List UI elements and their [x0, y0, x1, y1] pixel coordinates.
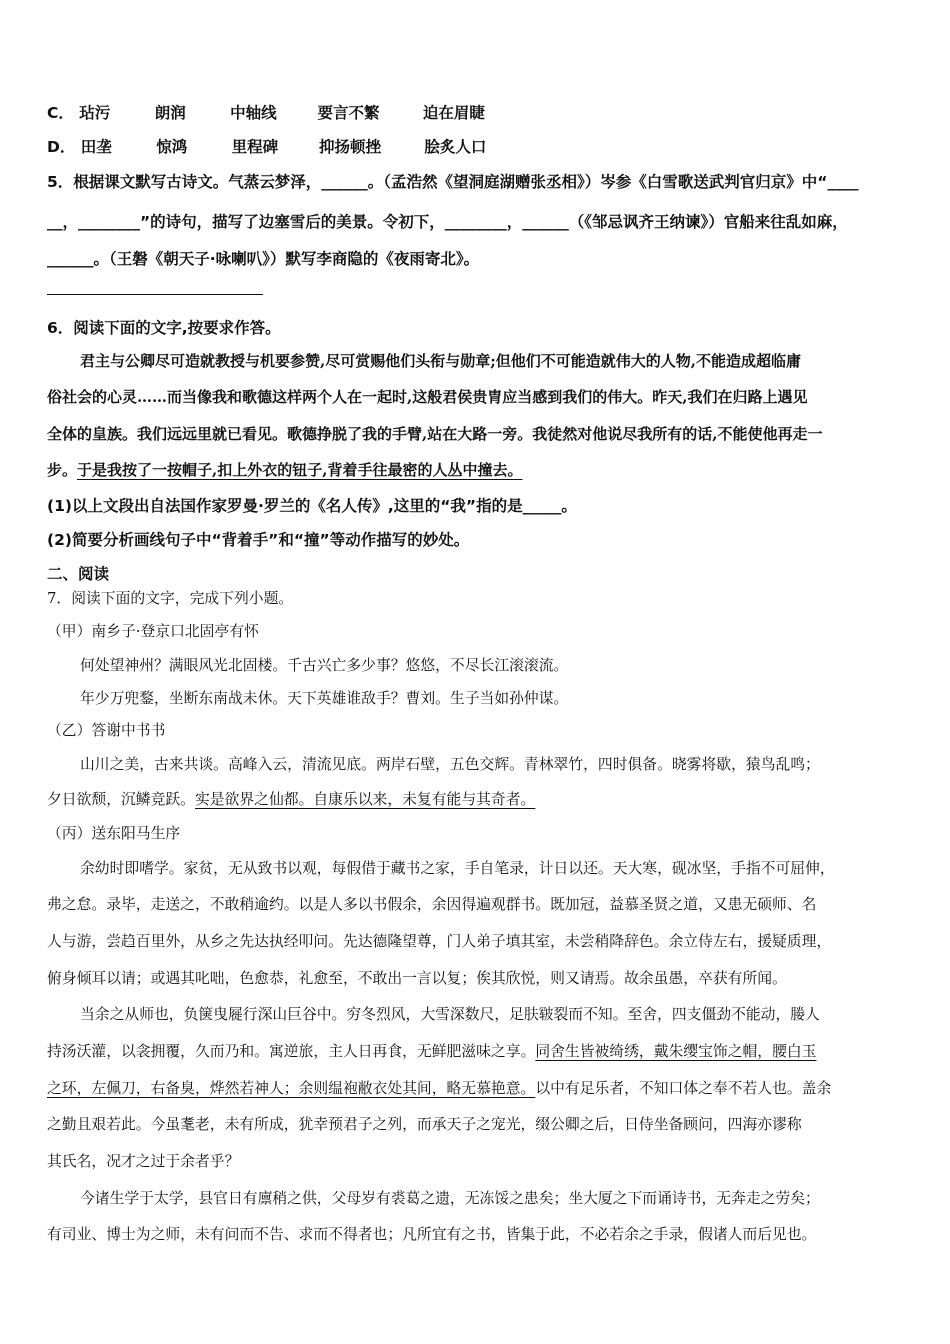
- option-c: [47, 101, 485, 123]
- prose-line: 俯身倾耳以请；或遇其叱咄，色愈恭，礼愈至，不敢出一言以复；俟其欣悦，则又请焉。故余虽愚，卒获有所闻。: [47, 970, 787, 987]
- option-word: 田垄: [80, 138, 112, 156]
- prose-line: 山川之美，古来共谈。高峰入云，清流见底。两岸石壁，五色交辉。青林翠竹，四时俱备。晓雾将歇，猿鸟乱鸣；: [80, 756, 820, 773]
- option-label: C．: [47, 104, 74, 122]
- option-word: 里程碑: [231, 138, 279, 156]
- text-plain: 夕日欲颓，沉鳞竞跃。: [47, 791, 195, 808]
- prose-line: 之勤且艰若此。今虽耄老，未有所成，犹幸预君子之列，而承天子之宠光，缀公卿之后，日侍坐备顾问，四海亦谬称: [47, 1116, 802, 1133]
- q5-line2: __，________”的诗句，描写了边塞雪后的美景。令初下，________，______（《邹忌讽齐王纳谏》）官船来往乱如麻，: [47, 213, 848, 231]
- prose-line: 当余之从师也，负箧曳屣行深山巨谷中。穷冬烈风，大雪深数尺，足肤皲裂而不知。至舍，四支僵劲不能动，媵人: [80, 1006, 820, 1023]
- option-word: 中轴线: [230, 104, 277, 122]
- underlined-sentence: 于是我按了一按帽子,扣上外衣的钮子,背着手往最密的人丛中撞去。: [77, 461, 523, 479]
- q6-paragraph-line: 君主与公卿尽可造就教授与机要参赞,尽可赏赐他们头衔与勋章;但他们不可能造就伟大的人物,不能造成超临庸: [80, 352, 801, 370]
- text-yi-title: （乙）答谢中书书: [47, 722, 166, 739]
- text-bing-title: （丙）送东阳马生序: [47, 825, 181, 842]
- q5-line3: ______。（王磐《朝天子·咏喇叭》）默写李商隐的《夜雨寄北》。: [47, 250, 480, 268]
- q6-paragraph-line: 俗社会的心灵……而当像我和歌德这样两个人在一起时,这般君侯贵胄应当感到我们的伟大。昨天,我们在归路上遇见: [47, 388, 808, 406]
- divider-line: [47, 294, 263, 295]
- poem-line: 年少万兜鍪，坐断东南战未休。天下英雄谁敌手？曹刘。生子当如孙仲谋。: [80, 690, 569, 707]
- option-word: 脍炙人口: [424, 138, 487, 156]
- option-word: 要言不繁: [317, 104, 380, 122]
- prose-line: 有司业、博士为之师，未有问而不告、求而不得者也；凡所宜有之书，皆集于此，不必若余之手录，假诸人而后见也。: [47, 1226, 817, 1243]
- option-label: D．: [47, 138, 76, 156]
- q6-paragraph-line: 全体的皇族。我们远远里就已看见。歌德挣脱了我的手臂,站在大路一旁。我徒然对他说尽我所有的话,不能使他再走一: [47, 425, 823, 443]
- underlined-sentence: 之环，左佩刀，右备臭，烨然若神人；余则缊袍敝衣处其间，略无慕艳意。: [47, 1080, 536, 1097]
- option-word: 朗润: [154, 104, 186, 122]
- underlined-sentence: 同舍生皆被绮绣，戴朱缨宝饰之帽，腰白玉: [535, 1043, 817, 1060]
- option-d: [47, 135, 486, 157]
- q7-title: 7．阅读下面的文字，完成下列小题。: [47, 590, 294, 607]
- prose-line: [47, 788, 535, 809]
- option-word: 迫在眉睫: [422, 104, 485, 122]
- text-plain: 以中有足乐者，不知口体之奉不若人也。盖余: [535, 1080, 832, 1097]
- prose-line: 其氏名，况才之过于余者乎？: [47, 1153, 240, 1170]
- prose-line: 人与游，尝趋百里外，从乡之先达执经叩问。先达德隆望尊，门人弟子填其室，未尝稍降辞色。余立侍左右，援疑质理，: [47, 933, 832, 950]
- underlined-sentence: 实是欲界之仙都。自康乐以来，未复有能与其奇者。: [194, 791, 536, 808]
- q6-paragraph-line: [47, 459, 522, 480]
- q6-title: 6．阅读下面的文字,按要求作答。: [47, 319, 281, 337]
- prose-line: 弗之怠。录毕，走送之，不敢稍逾约。以是人多以书假余，余因得遍观群书。既加冠，益慕圣贤之道，又患无硕师、名: [47, 896, 817, 913]
- option-word: 惊鸿: [156, 138, 188, 156]
- text-jia-title: （甲）南乡子·登京口北固亭有怀: [47, 623, 259, 640]
- text-plain: 持汤沃灌，以衾拥覆，久而乃和。寓逆旅，主人日再食，无鲜肥滋味之享。: [47, 1043, 536, 1060]
- poem-line: 何处望神州？满眼风光北固楼。千古兴亡多少事？悠悠，不尽长江滚滚流。: [80, 657, 569, 674]
- section-title: 二、阅读: [47, 565, 110, 583]
- prose-line: 今诸生学于太学，县官日有廪稍之供，父母岁有裘葛之遗，无冻馁之患矣；坐大厦之下而诵诗书，无奔走之劳矣；: [80, 1190, 820, 1207]
- q5-line1: 5．根据课文默写古诗文。气蒸云梦泽，______。（孟浩然《望洞庭湖赠张丞相》）岑参《白雪歌送武判官归京》中“____: [47, 173, 859, 191]
- prose-line: 余幼时即嗜学。家贫，无从致书以观，每假借于藏书之家，手自笔录，计日以还。天大寒，砚冰坚，手指不可屈伸，: [80, 860, 835, 877]
- q6-subquestion-1: (1)以上文段出自法国作家罗曼·罗兰的《名人传》,这里的“我”指的是_____。: [47, 497, 577, 515]
- option-word: 抑扬顿挫: [319, 138, 382, 156]
- prose-line: [47, 1040, 816, 1061]
- option-word: 玷污: [79, 104, 111, 122]
- q6-subquestion-2: (2)简要分析画线句子中“背着手”和“撞”等动作描写的妙处。: [47, 531, 470, 549]
- text-plain: 步。: [47, 461, 78, 479]
- prose-line: [47, 1077, 831, 1098]
